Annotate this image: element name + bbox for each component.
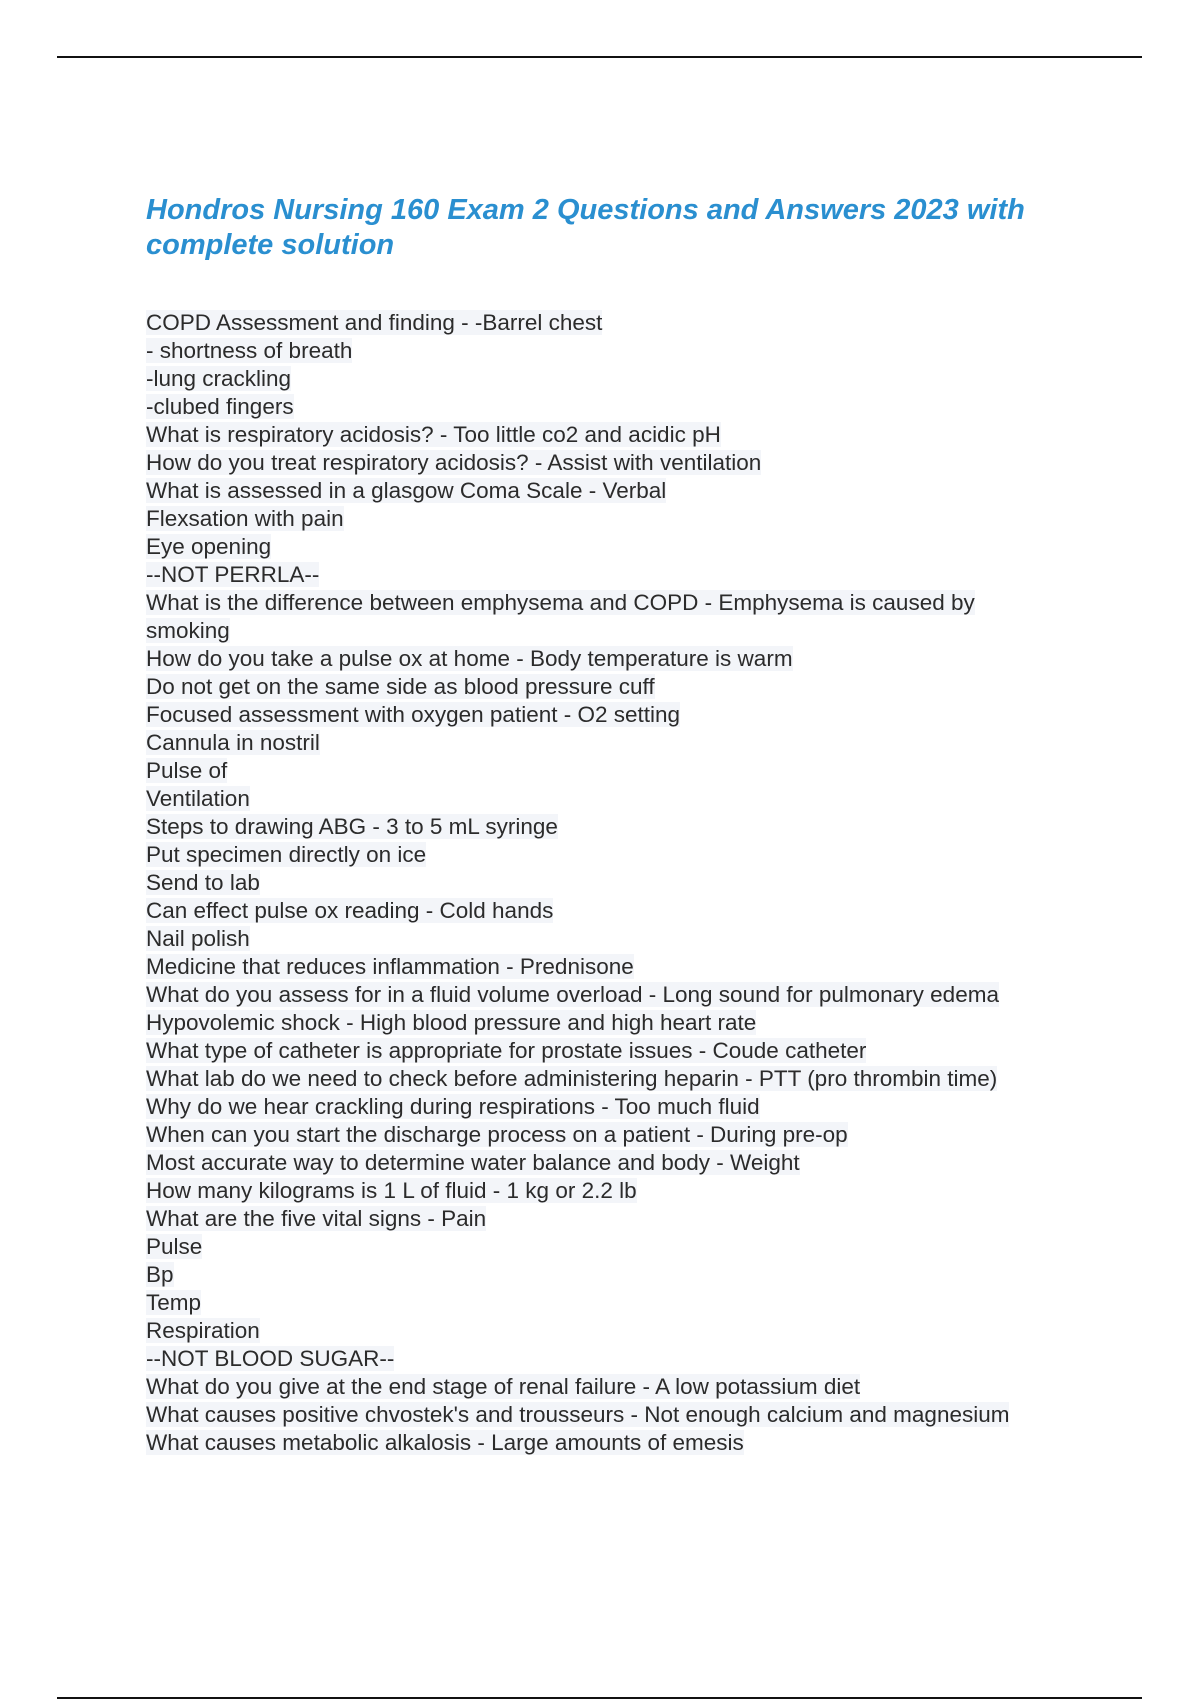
list-item — [146, 1009, 1106, 1037]
line-text: Focused assessment with oxygen patient - O2 setting — [146, 702, 681, 727]
line-text: What do you give at the end stage of renal failure - A low potassium diet — [146, 1374, 861, 1399]
line-text: What do you assess for in a fluid volume overload - Long sound for pulmonary edema — [146, 982, 999, 1007]
list-item — [146, 813, 1106, 841]
line-text: Eye opening — [146, 534, 272, 559]
list-item — [146, 533, 1106, 561]
list-item — [146, 617, 1106, 645]
line-text: How do you take a pulse ox at home - Body temperature is warm — [146, 646, 793, 671]
line-text: Can effect pulse ox reading - Cold hands — [146, 898, 554, 923]
line-text: Pulse — [146, 1234, 203, 1259]
list-item — [146, 1401, 1106, 1429]
line-text: Temp — [146, 1290, 202, 1315]
line-text: COPD Assessment and finding - -Barrel chest — [146, 310, 603, 335]
line-text: Hypovolemic shock - High blood pressure and high heart rate — [146, 1010, 757, 1035]
list-item — [146, 1317, 1106, 1345]
line-text: Bp — [146, 1262, 174, 1287]
list-item — [146, 841, 1106, 869]
list-item — [146, 1205, 1106, 1233]
line-text: Most accurate way to determine water balance and body - Weight — [146, 1150, 800, 1175]
line-text: What is respiratory acidosis? - Too little co2 and acidic pH — [146, 422, 721, 447]
list-item — [146, 673, 1106, 701]
line-text: What are the five vital signs - Pain — [146, 1206, 487, 1231]
list-item — [146, 561, 1106, 589]
list-item — [146, 477, 1106, 505]
list-item — [146, 645, 1106, 673]
line-text: smoking — [146, 618, 230, 643]
line-text: --NOT BLOOD SUGAR-- — [146, 1346, 395, 1371]
line-text: What causes metabolic alkalosis - Large amounts of emesis — [146, 1430, 744, 1455]
line-text: Pulse of — [146, 758, 228, 783]
list-item — [146, 421, 1106, 449]
line-text: How do you treat respiratory acidosis? - Assist with ventilation — [146, 450, 762, 475]
list-item — [146, 589, 1106, 617]
line-text: Flexsation with pain — [146, 506, 344, 531]
line-text: Respiration — [146, 1318, 260, 1343]
list-item — [146, 1373, 1106, 1401]
qa-list — [146, 309, 1106, 1457]
list-item — [146, 337, 1106, 365]
list-item — [146, 1037, 1106, 1065]
list-item — [146, 925, 1106, 953]
list-item — [146, 897, 1106, 925]
list-item — [146, 393, 1106, 421]
list-item — [146, 1065, 1106, 1093]
list-item — [146, 1233, 1106, 1261]
line-text: Do not get on the same side as blood pressure cuff — [146, 674, 655, 699]
line-text: Send to lab — [146, 870, 260, 895]
list-item — [146, 1429, 1106, 1457]
line-text: Ventilation — [146, 786, 250, 811]
list-item — [146, 1177, 1106, 1205]
line-text: What type of catheter is appropriate for prostate issues - Coude catheter — [146, 1038, 867, 1063]
line-text: -clubed fingers — [146, 394, 294, 419]
line-text: Why do we hear crackling during respirations - Too much fluid — [146, 1094, 760, 1119]
line-text: Steps to drawing ABG - 3 to 5 mL syringe — [146, 814, 558, 839]
list-item — [146, 1345, 1106, 1373]
list-item — [146, 757, 1106, 785]
list-item — [146, 1261, 1106, 1289]
list-item — [146, 729, 1106, 757]
line-text: How many kilograms is 1 L of fluid - 1 kg or 2.2 lb — [146, 1178, 637, 1203]
bottom-rule — [57, 1697, 1142, 1699]
line-text: What is assessed in a glasgow Coma Scale - Verbal — [146, 478, 667, 503]
list-item — [146, 869, 1106, 897]
list-item — [146, 785, 1106, 813]
line-text: --NOT PERRLA-- — [146, 562, 320, 587]
line-text: Put specimen directly on ice — [146, 842, 427, 867]
list-item — [146, 309, 1106, 337]
list-item — [146, 449, 1106, 477]
list-item — [146, 981, 1106, 1009]
line-text: What is the difference between emphysema and COPD - Emphysema is caused by — [146, 590, 975, 615]
line-text: - shortness of breath — [146, 338, 353, 363]
list-item — [146, 505, 1106, 533]
line-text: What lab do we need to check before administering heparin - PTT (pro thrombin time) — [146, 1066, 998, 1091]
list-item — [146, 1093, 1106, 1121]
top-rule — [57, 56, 1142, 58]
line-text: When can you start the discharge process on a patient - During pre-op — [146, 1122, 848, 1147]
list-item — [146, 1149, 1106, 1177]
line-text: What causes positive chvostek's and trousseurs - Not enough calcium and magnesium — [146, 1402, 1010, 1427]
list-item — [146, 365, 1106, 393]
list-item — [146, 701, 1106, 729]
list-item — [146, 1289, 1106, 1317]
list-item — [146, 953, 1106, 981]
document-title: Hondros Nursing 160 Exam 2 Questions and Answers 2023 with complete solution — [146, 194, 1025, 261]
line-text: Medicine that reduces inflammation - Prednisone — [146, 954, 634, 979]
line-text: Cannula in nostril — [146, 730, 320, 755]
line-text: -lung crackling — [146, 366, 292, 391]
list-item — [146, 1121, 1106, 1149]
line-text: Nail polish — [146, 926, 250, 951]
